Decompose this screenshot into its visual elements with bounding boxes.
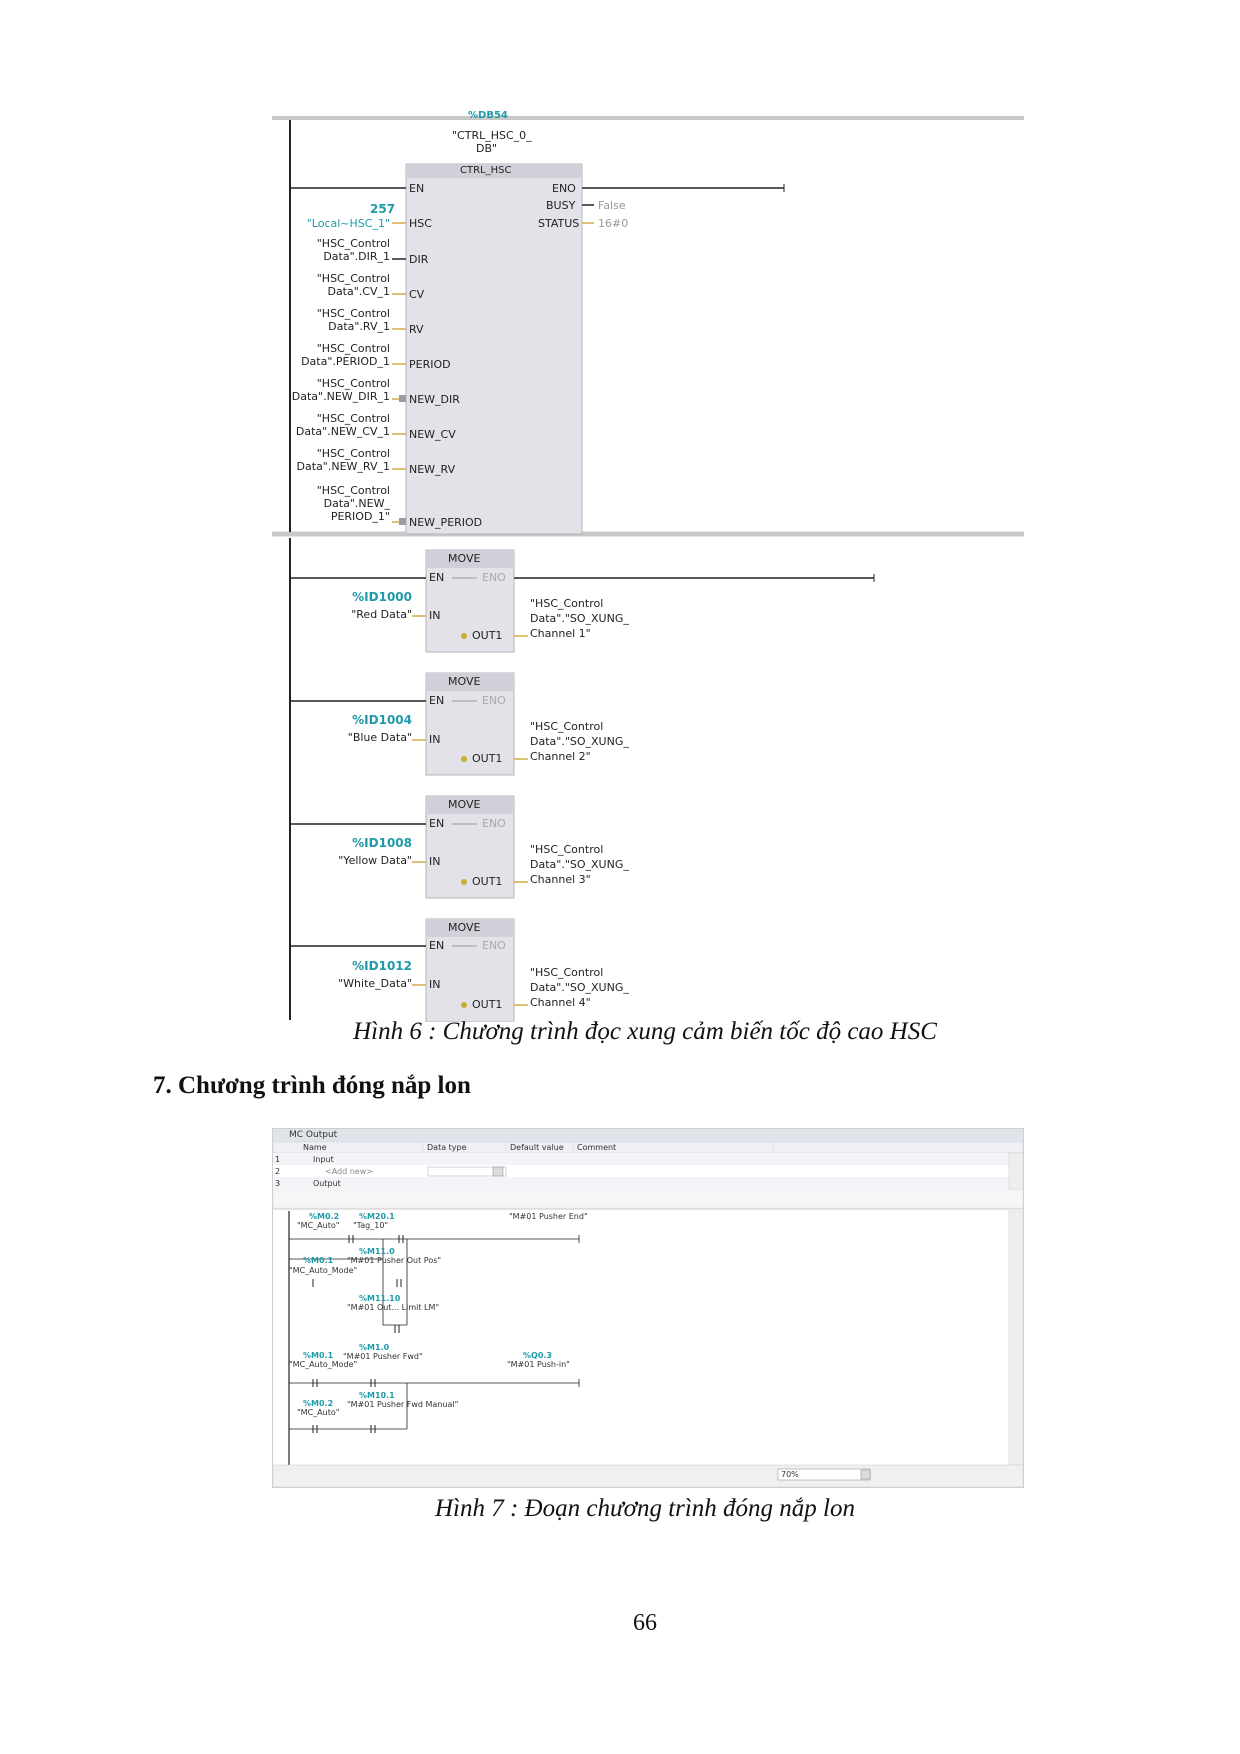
move-1-out: OUT1 <box>472 629 503 642</box>
new-period-input-tag-1: "HSC_Control <box>316 484 390 497</box>
contact-6-addr: %M0.1 <box>303 1351 334 1360</box>
move-1-in-addr: %ID1000 <box>352 590 412 604</box>
ctrl-hsc-instance-name-1: "CTRL_HSC_0_ <box>452 129 532 142</box>
figure-7-caption: Hình 7 : Đoạn chương trình đóng nắp lon <box>434 1495 856 1522</box>
contact-3-name: "MC_Auto_Mode" <box>289 1266 358 1275</box>
hsc-input-tag: "Local~HSC_1" <box>306 217 390 230</box>
column-comment-header: Comment <box>577 1143 617 1152</box>
move-3-out-2: Data"."SO_XUNG_ <box>530 858 629 871</box>
move-3-in: IN <box>429 855 441 868</box>
move-2-out-2: Data"."SO_XUNG_ <box>530 735 629 748</box>
coil-1-name: "M#01 Pusher End" <box>509 1212 588 1221</box>
new-cv-pin-label: NEW_CV <box>409 428 456 441</box>
move-1-in-name: "Red Data" <box>351 608 412 621</box>
dir-input-tag-2: Data".DIR_1 <box>323 250 390 263</box>
rv-pin-label: RV <box>409 323 424 336</box>
interface-title: MC Output <box>289 1130 338 1140</box>
dir-input-tag-1: "HSC_Control <box>316 237 390 250</box>
new-cv-input-tag-2: Data".NEW_CV_1 <box>295 425 390 438</box>
rv-input-tag-2: Data".RV_1 <box>328 320 390 333</box>
move-2-out-1: "HSC_Control <box>530 720 604 733</box>
column-datatype-header: Data type <box>427 1143 467 1152</box>
move-2-eno: ENO <box>482 694 506 707</box>
row-3-number: 3 <box>275 1179 281 1188</box>
move-4-en: EN <box>429 939 445 952</box>
move-2-in: IN <box>429 733 441 746</box>
move-3-out-3: Channel 3" <box>530 873 591 886</box>
page-number: 66 <box>633 1610 657 1636</box>
move-4-in-name: "White_Data" <box>338 977 412 990</box>
move-1-out-1: "HSC_Control <box>530 597 604 610</box>
contact-6-name: "MC_Auto_Mode" <box>289 1360 358 1369</box>
cv-pin-label: CV <box>409 288 425 301</box>
new-rv-input-tag-2: Data".NEW_RV_1 <box>296 460 390 473</box>
move-3-title: MOVE <box>448 798 481 811</box>
new-period-input-tag-3: PERIOD_1" <box>330 510 390 523</box>
move-4-out-3: Channel 4" <box>530 996 591 1009</box>
contact-8-addr: %M0.2 <box>303 1399 334 1408</box>
ctrl-hsc-busy-pin: BUSY <box>546 199 576 212</box>
coil-2-name: "M#01 Push-in" <box>507 1360 570 1369</box>
move-4-in: IN <box>429 978 441 991</box>
contact-3-addr: %M0.1 <box>303 1256 334 1265</box>
contact-8-name: "MC_Auto" <box>297 1408 340 1417</box>
contact-4-addr: %M11.0 <box>359 1247 395 1256</box>
contact-4-name: "M#01 Pusher Out Pos" <box>347 1256 442 1265</box>
move-2-en: EN <box>429 694 445 707</box>
zoom-select[interactable]: 70% <box>781 1470 799 1479</box>
move-2-out-3: Channel 2" <box>530 750 591 763</box>
move-3-in-addr: %ID1008 <box>352 836 412 850</box>
move-1-in: IN <box>429 609 441 622</box>
new-dir-input-tag-1: "HSC_Control <box>316 377 390 390</box>
ctrl-hsc-status-value: 16#0 <box>598 217 629 230</box>
move-1-title: MOVE <box>448 552 481 565</box>
ctrl-hsc-en-pin: EN <box>409 182 425 195</box>
ctrl-hsc-instance-addr: %DB54 <box>468 110 508 121</box>
row-input-label[interactable]: Input <box>313 1155 334 1164</box>
ctrl-hsc-eno-pin: ENO <box>552 182 576 195</box>
ctrl-hsc-block-title: CTRL_HSC <box>460 165 512 176</box>
move-3-out: OUT1 <box>472 875 503 888</box>
move-3-in-name: "Yellow Data" <box>338 854 412 867</box>
cv-input-tag-2: Data".CV_1 <box>327 285 390 298</box>
period-pin-label: PERIOD <box>409 358 451 371</box>
rv-input-tag-1: "HSC_Control <box>316 307 390 320</box>
figure-7-screenshot <box>272 1128 1024 1488</box>
column-name-header: Name <box>303 1143 327 1152</box>
contact-9-addr: %M10.1 <box>359 1391 395 1400</box>
move-2-out: OUT1 <box>472 752 503 765</box>
move-2-in-addr: %ID1004 <box>352 713 412 727</box>
new-cv-input-tag-1: "HSC_Control <box>316 412 390 425</box>
row-2-number: 2 <box>275 1167 281 1176</box>
move-4-out-1: "HSC_Control <box>530 966 604 979</box>
ctrl-hsc-instance-name-2: DB" <box>476 142 498 155</box>
move-4-out-2: Data"."SO_XUNG_ <box>530 981 629 994</box>
contact-5-addr: %M11.10 <box>359 1294 401 1303</box>
move-1-en: EN <box>429 571 445 584</box>
contact-2-name: "Tag_10" <box>353 1221 389 1230</box>
move-2-title: MOVE <box>448 675 481 688</box>
move-3-en: EN <box>429 817 445 830</box>
new-dir-pin-label: NEW_DIR <box>409 393 460 406</box>
figure-6-caption: Hình 6 : Chương trình đọc xung cảm biến tốc độ cao HSC <box>353 1018 937 1045</box>
move-4-in-addr: %ID1012 <box>352 959 412 973</box>
contact-1-name: "MC_Auto" <box>297 1221 340 1230</box>
row-1-number: 1 <box>275 1155 281 1164</box>
move-1-out-2: Data"."SO_XUNG_ <box>530 612 629 625</box>
hsc-pin-label: HSC <box>409 217 432 230</box>
new-rv-pin-label: NEW_RV <box>409 463 456 476</box>
row-add-new[interactable]: <Add new> <box>325 1167 373 1176</box>
ctrl-hsc-hsc-value: 257 <box>370 202 396 216</box>
new-rv-input-tag-1: "HSC_Control <box>316 447 390 460</box>
contact-5-name: "M#01 Out... Limit LM" <box>347 1303 440 1312</box>
contact-9-name: "M#01 Pusher Fwd Manual" <box>347 1400 459 1409</box>
move-1-out-3: Channel 1" <box>530 627 591 640</box>
new-period-pin-label: NEW_PERIOD <box>409 516 483 529</box>
new-dir-input-tag-2: Data".NEW_DIR_1 <box>291 390 390 403</box>
contact-7-addr: %M1.0 <box>359 1343 390 1352</box>
row-output-label[interactable]: Output <box>313 1179 341 1188</box>
section-heading: 7. Chương trình đóng nắp lon <box>153 1072 471 1099</box>
new-period-input-tag-2: Data".NEW_ <box>323 497 390 510</box>
move-4-out: OUT1 <box>472 998 503 1011</box>
period-input-tag-2: Data".PERIOD_1 <box>301 355 390 368</box>
contact-7-name: "M#01 Pusher Fwd" <box>343 1352 423 1361</box>
period-input-tag-1: "HSC_Control <box>316 342 390 355</box>
contact-2-addr: %M20.1 <box>359 1212 395 1221</box>
coil-2-addr: %Q0.3 <box>523 1351 552 1360</box>
ctrl-hsc-status-pin: STATUS <box>538 217 580 230</box>
move-4-eno: ENO <box>482 939 506 952</box>
figure-6-ladder <box>272 110 1024 1022</box>
move-3-eno: ENO <box>482 817 506 830</box>
cv-input-tag-1: "HSC_Control <box>316 272 390 285</box>
ctrl-hsc-busy-value: False <box>598 199 626 212</box>
move-2-in-name: "Blue Data" <box>347 731 412 744</box>
move-1-eno: ENO <box>482 571 506 584</box>
contact-1-addr: %M0.2 <box>309 1212 340 1221</box>
column-default-header: Default value <box>510 1143 564 1152</box>
move-3-out-1: "HSC_Control <box>530 843 604 856</box>
move-4-title: MOVE <box>448 921 481 934</box>
dir-pin-label: DIR <box>409 253 429 266</box>
